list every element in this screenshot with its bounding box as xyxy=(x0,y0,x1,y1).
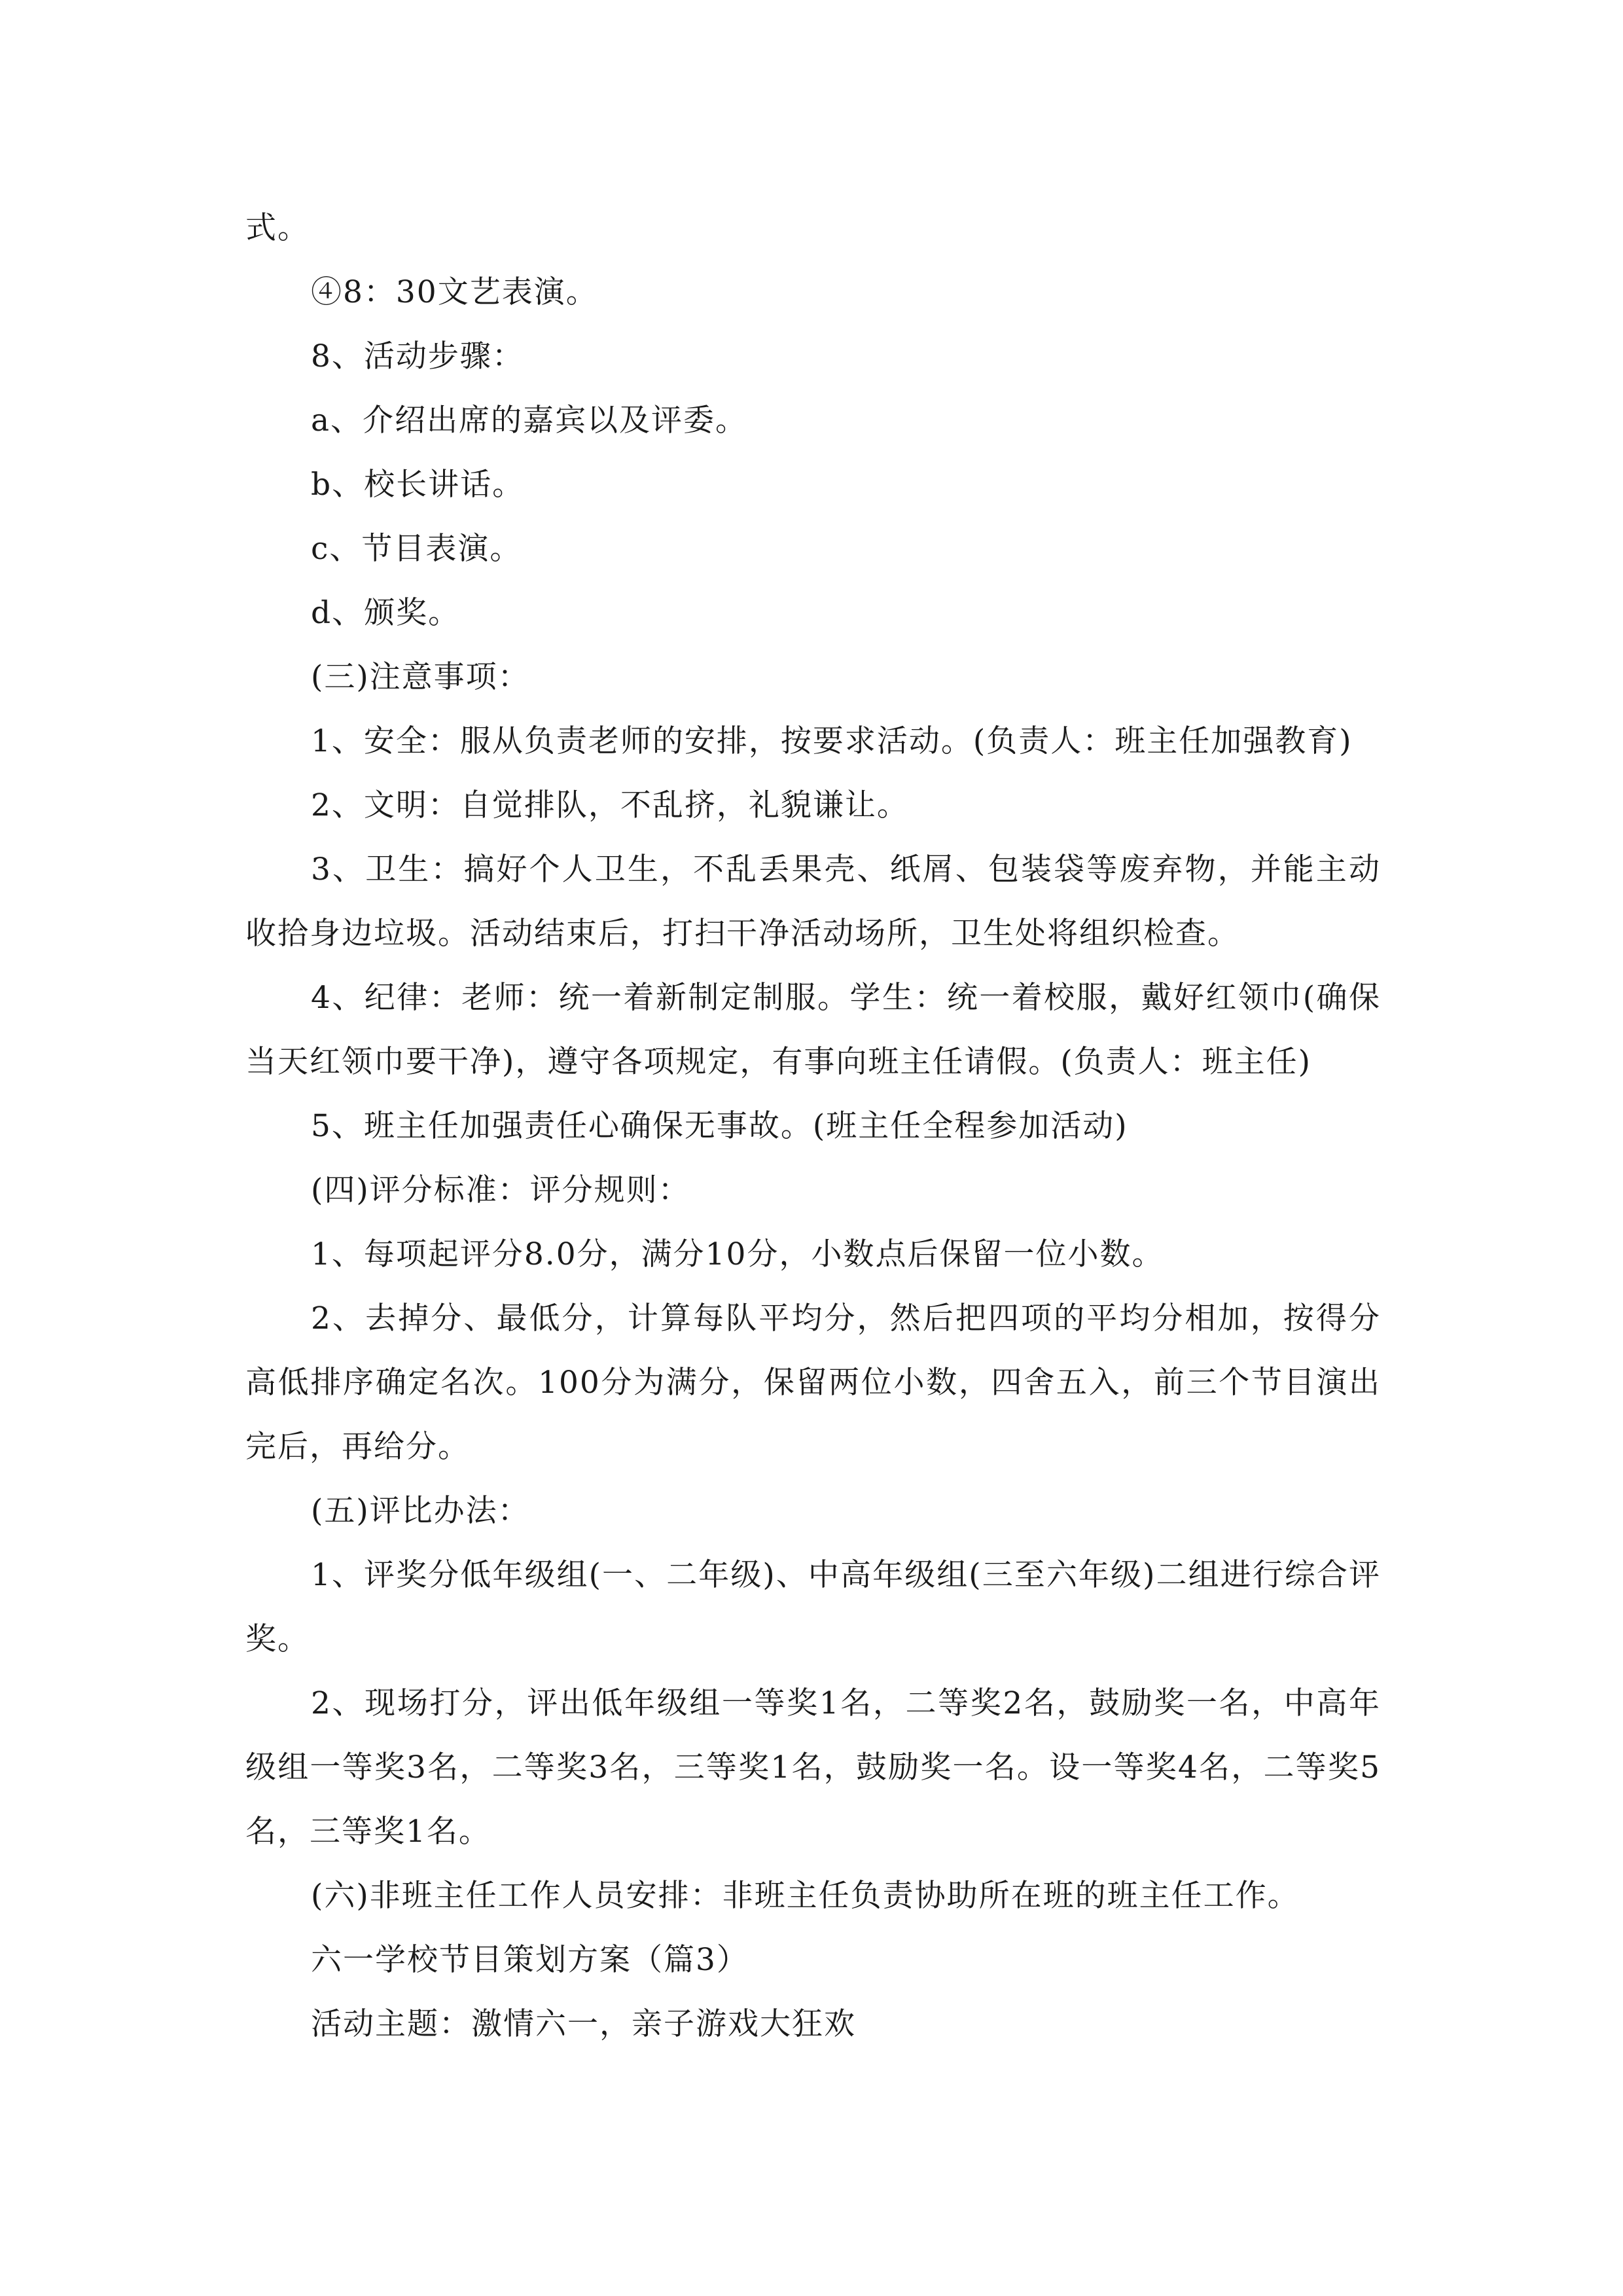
document-body xyxy=(245,196,1381,2056)
paragraph: a、介绍出席的嘉宾以及评委。 xyxy=(311,403,748,439)
paragraph: 3、卫生：搞好个人卫生，不乱丢果壳、纸屑、包装袋等废弃物，并能主动收拾身边垃圾。活动结束后，打扫干净活动场所，卫生处将组织检查。 xyxy=(245,852,1381,952)
paragraph: 8、活动步骤： xyxy=(311,338,524,374)
paragraph: 1、评奖分低年级组(一、二年级)、中高年级组(三至六年级)二组进行综合评奖。 xyxy=(245,1557,1381,1657)
paragraph: 2、文明：自觉排队，不乱挤，礼貌谦让。 xyxy=(311,787,909,823)
section-heading: (三)注意事项： xyxy=(311,659,530,695)
paragraph: 1、安全：服从负责老师的安排，按要求活动。(负责人：班主任加强教育) xyxy=(311,723,1353,759)
paragraph: 1、每项起评分8.0分，满分10分，小数点后保留一位小数。 xyxy=(311,1236,1164,1272)
paragraph: 2、现场打分，评出低年级组一等奖1名，二等奖2名，鼓励奖一名，中高年级组一等奖3名，二等奖3名，三等奖1名，鼓励奖一名。设一等奖4名，二等奖5名，三等奖1名。 xyxy=(245,1685,1381,1850)
paragraph: 式。 xyxy=(245,210,310,246)
paragraph: d、颁奖。 xyxy=(311,595,461,631)
paragraph: b、校长讲话。 xyxy=(311,467,525,503)
paragraph: 2、去掉分、最低分，计算每队平均分，然后把四项的平均分相加，按得分高低排序确定名次。100分为满分，保留两位小数，四舍五入，前三个节目演出完后，再给分。 xyxy=(245,1300,1381,1465)
section-heading: (六)非班主任工作人员安排：非班主任负责协助所在班的班主任工作。 xyxy=(311,1878,1300,1914)
document-title: 六一学校节目策划方案（篇3） xyxy=(311,1942,749,1978)
section-heading: (五)评比办法： xyxy=(311,1493,530,1529)
paragraph: c、节目表演。 xyxy=(311,531,522,567)
section-heading: (四)评分标准：评分规则： xyxy=(311,1172,690,1208)
paragraph: 4、纪律：老师：统一着新制定制服。学生：统一着校服，戴好红领巾(确保当天红领巾要干净)，遵守各项规定，有事向班主任请假。(负责人：班主任) xyxy=(245,980,1381,1080)
paragraph: 5、班主任加强责任心确保无事故。(班主任全程参加活动) xyxy=(311,1108,1128,1144)
activity-theme: 活动主题：激情六一，亲子游戏大狂欢 xyxy=(311,2006,856,2042)
paragraph: ④8：30文艺表演。 xyxy=(311,274,598,310)
